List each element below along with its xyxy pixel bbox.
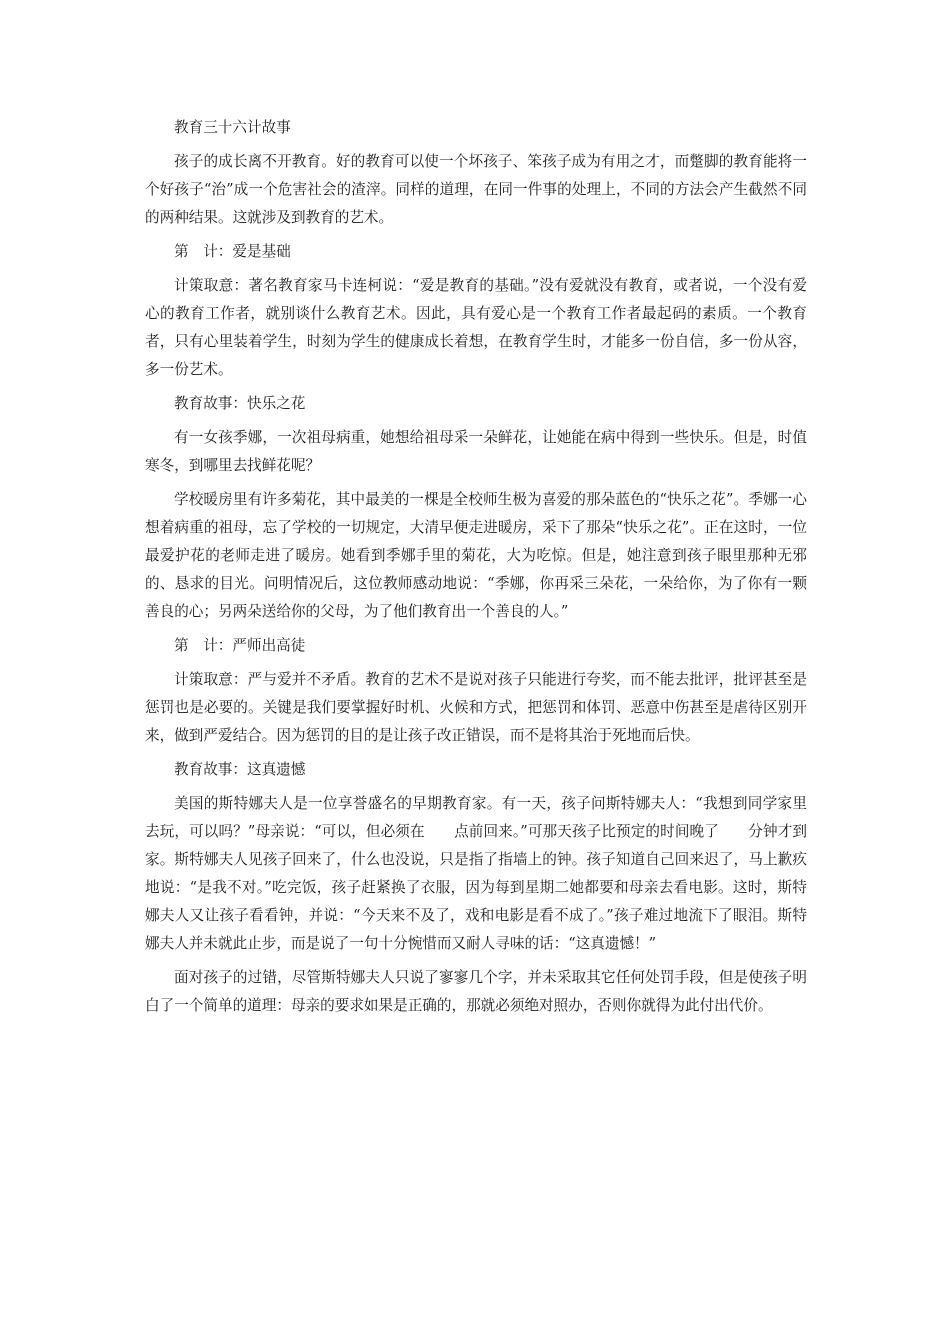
story-heading-2: 教育故事：这真遗憾 [174,761,306,778]
story-heading-1: 教育故事：快乐之花 [174,395,306,412]
story-paragraph-2a: 美国的斯特娜夫人是一位享誉盛名的早期教育家。有一天，孩子问斯特娜夫人：“我想到同学家里去玩，可以吗？”母亲说：“可以，但必须在 点前回来。”可那天孩子比预定的时间晚了 分钟才到家。斯特娜夫人见孩子回来了，什么也没说，只是指了指墙上的钟。孩子知道自己回来迟了，马上歉疚地说：“是我不对。”吃完饭，孩子赶紧换了衣服，因为每到星期二她都要和母亲去看电影。这时，斯特娜夫人又让孩子看看钟，并说：“今天来不及了，戏和电影是看不成了。”孩子难过地流下了眼泪。斯特娜夫人并未就此止步，而是说了一句十分惋惜而又耐人寻味的话：“这真遗憾！” [145,795,807,952]
story-paragraph-1b: 学校暖房里有许多菊花，其中最美的一棵是全校师生极为喜爱的那朵蓝色的“快乐之花”。季娜一心想着病重的祖母，忘了学校的一切规定，大清早便走进暖房，采下了那朵“快乐之花”。正在这时，一位最爱护花的老师走进了暖房。她看到季娜手里的菊花，大为吃惊。但是，她注意到孩子眼里那种无邪的、恳求的目光。问明情况后，这位教师感动地说：“季娜，你再采三朵花，一朵给你，为了你有一颗善良的心；另两朵送给你的父母，为了他们教育出一个善良的人。” [145,491,807,620]
story-paragraph-2b: 面对孩子的过错，尽管斯特娜夫人只说了寥寥几个字，并未采取其它任何处罚手段，但是使孩子明白了一个简单的道理：母亲的要求如果是正确的，那就必须绝对照办，否则你就得为此付出代价。 [145,969,807,1014]
story-paragraph-1a: 有一女孩季娜，一次祖母病重，她想给祖母采一朵鲜花，让她能在病中得到一些快乐。但是，时值寒冬，到哪里去找鲜花呢？ [145,429,807,474]
document-body [145,114,807,1020]
strategy-paragraph-1: 计策取意：著名教育家马卡连柯说：“爱是教育的基础。”没有爱就没有教育，或者说，一个没有爱心的教育工作者，就别谈什么教育艺术。因此，具有爱心是一个教育工作者最起码的素质。一个教育者，只有心里装着学生，时刻为学生的健康成长着想，在教育学生时，才能多一份自信，多一份从容，多一份艺术。 [145,277,807,378]
section-heading-2: 第 计：严师出高徒 [174,637,306,654]
document-title: 教育三十六计故事 [174,119,291,136]
section-heading-1: 第 计：爱是基础 [174,243,291,260]
intro-paragraph: 孩子的成长离不开教育。好的教育可以使一个坏孩子、笨孩子成为有用之才，而蹩脚的教育能将一个好孩子“治”成一个危害社会的渣滓。同样的道理，在同一件事的处理上，不同的方法会产生截然不同的两种结果。这就涉及到教育的艺术。 [145,153,807,226]
strategy-paragraph-2: 计策取意：严与爱并不矛盾。教育的艺术不是说对孩子只能进行夸奖，而不能去批评，批评甚至是惩罚也是必要的。关键是我们要掌握好时机、火候和方式，把惩罚和体罚、恶意中伤甚至是虐待区别开来，做到严爱结合。因为惩罚的目的是让孩子改正错误，而不是将其治于死地而后快。 [145,671,807,744]
